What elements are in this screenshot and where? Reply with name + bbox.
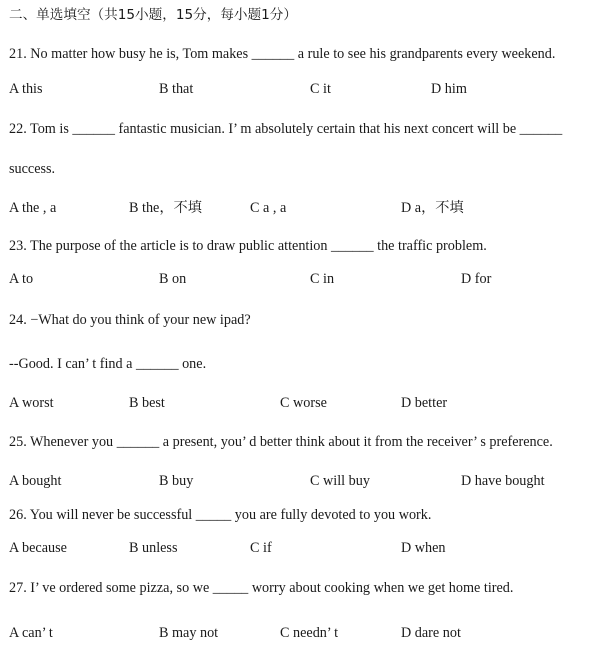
question-text: 21. No matter how busy he is, Tom makes ______ a rule to see his grandparents every weekend.	[9, 46, 556, 62]
option-d: D him	[431, 81, 467, 97]
option-c: C will buy	[310, 473, 370, 489]
option-c: C worse	[280, 395, 327, 411]
option-c: C in	[310, 271, 335, 287]
option-d: D a，不填	[401, 200, 464, 216]
option-d: D dare not	[401, 625, 461, 641]
option-b: B best	[129, 395, 165, 411]
question-text: 27. I’ ve ordered some pizza, so we _____ worry about cooking when we get home tired.	[9, 580, 514, 596]
option-b: B may not	[159, 625, 219, 641]
option-d: D have bought	[461, 473, 545, 489]
option-b: B buy	[159, 473, 194, 489]
option-d: D for	[461, 271, 492, 287]
option-a: A can’ t	[9, 625, 53, 641]
option-c: C needn’ t	[280, 625, 339, 641]
option-a: A because	[9, 540, 67, 556]
question-text: 26. You will never be successful _____ you are fully devoted to you work.	[9, 507, 432, 523]
option-b: B that	[159, 81, 194, 97]
question-text-continued: --Good. I can’ t find a ______ one.	[9, 356, 207, 372]
option-d: D better	[401, 395, 448, 411]
option-a: A to	[9, 271, 34, 287]
question-text-continued: success.	[9, 161, 56, 177]
option-c: C if	[250, 540, 272, 556]
option-b: B unless	[129, 540, 178, 556]
option-b: B on	[159, 271, 187, 287]
option-c: C a , a	[250, 200, 287, 216]
question-text: 24. −What do you think of your new ipad?	[9, 312, 251, 328]
option-a: A the , a	[9, 200, 57, 216]
question-text: 25. Whenever you ______ a present, you’ d better think about it from the receiver’ s preference.	[9, 434, 553, 450]
section-heading: 二、单选填空（共15小题，15分，每小题1分）	[9, 7, 297, 23]
question-text: 22. Tom is ______ fantastic musician. I’ m absolutely certain that his next concert will be ______	[9, 121, 563, 137]
option-b: B the，不填	[129, 200, 202, 216]
option-d: D when	[401, 540, 446, 556]
option-a: A worst	[9, 395, 54, 411]
option-c: C it	[310, 81, 331, 97]
question-text: 23. The purpose of the article is to draw public attention ______ the traffic problem.	[9, 238, 487, 254]
option-a: A this	[9, 81, 43, 97]
option-a: A bought	[9, 473, 62, 489]
